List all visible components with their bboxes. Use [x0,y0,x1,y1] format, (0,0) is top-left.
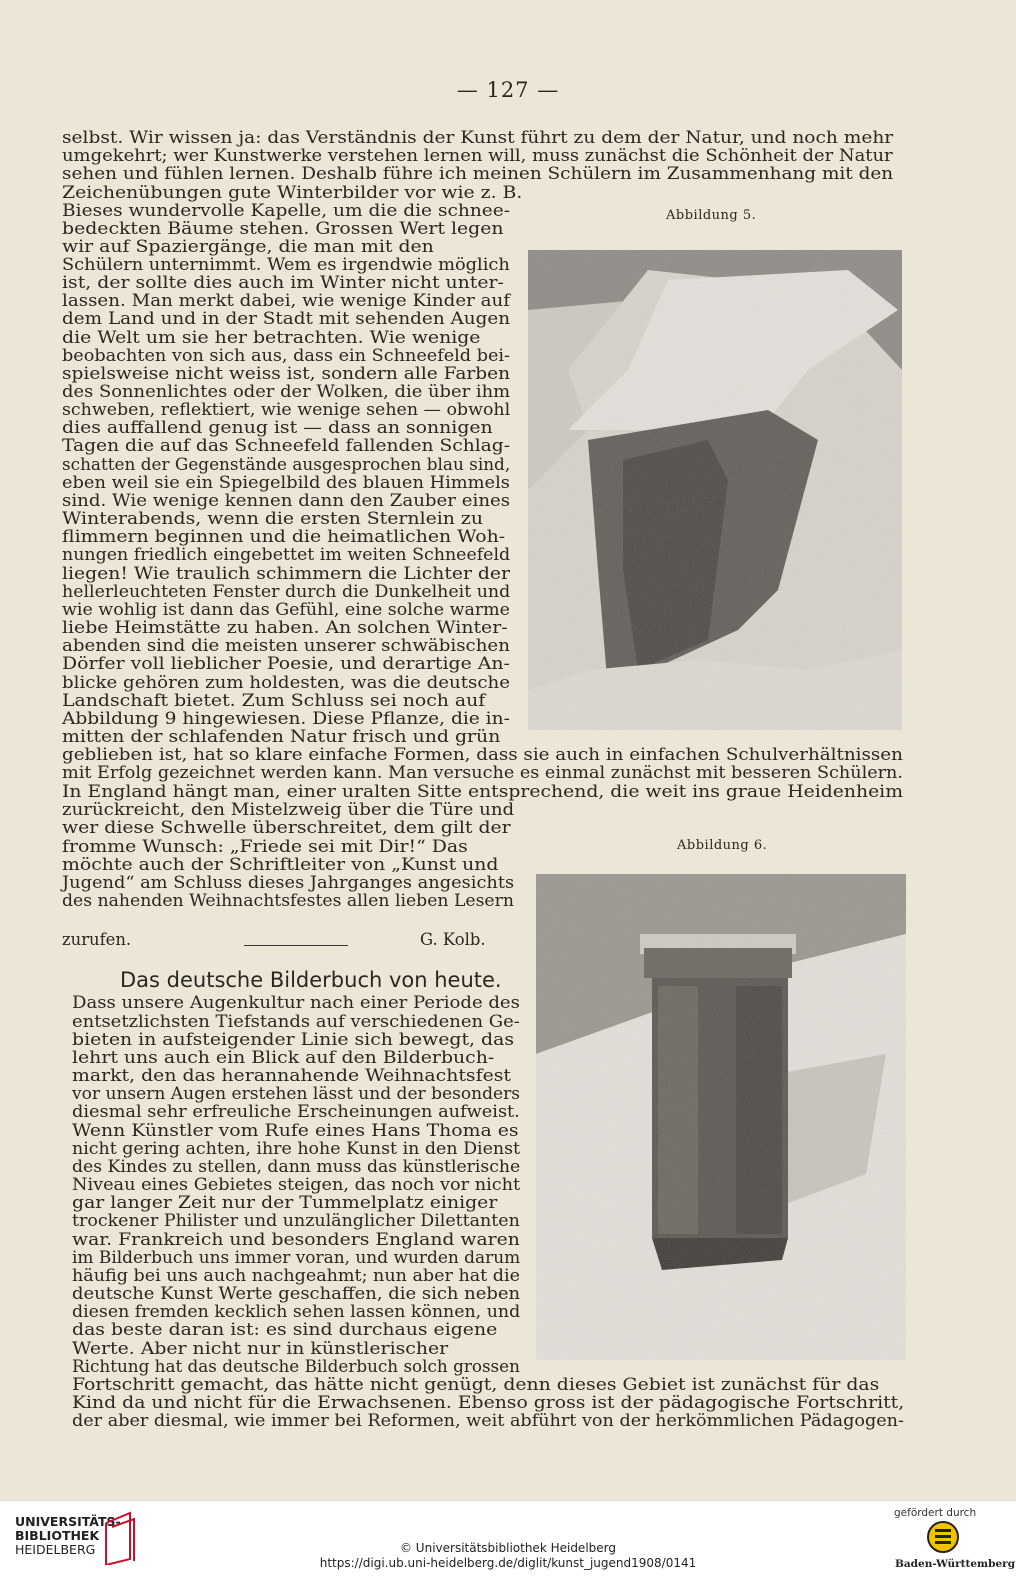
funder-name: Baden-Württemberg [895,1558,1016,1570]
text-line: ist, der sollte dies auch im Winter nicht unter- [62,273,504,292]
author-signature: G. Kolb. [420,930,486,949]
text-line: des Sonnenlichtes oder der Wolken, die über ihm [62,382,511,401]
section-heading: Das deutsche Bilderbuch von heute. [120,968,502,992]
text-line: diesmal sehr erfreuliche Erscheinungen aufweist. [72,1102,520,1121]
page-number: — 127 — [456,78,560,102]
figure-5-image [528,250,902,730]
text-line: In England hängt man, einer uralten Sitte entsprechend, die weit ins graue Heidenheim [62,782,904,801]
figure-6-image [536,874,906,1360]
text-line: Niveau eines Gebietes steigen, das noch vor nicht [72,1175,521,1194]
text-line: war. Frankreich und besonders England waren [72,1230,520,1249]
text-line: blicke gehören zum holdesten, was die deutsche [62,673,511,692]
text-line: des Kindes zu stellen, dann muss das künstlerische [72,1157,521,1176]
text-line: Wenn Künstler vom Rufe eines Hans Thoma es [72,1121,519,1140]
library-name-line: UNIVERSITÄTS- [15,1514,121,1529]
text-line: wie wohlig ist dann das Gefühl, eine solche warme [62,600,510,619]
text-line: Winterabends, wenn die ersten Sternlein zu [62,509,483,528]
text-line: selbst. Wir wissen ja: das Verständnis der Kunst führt zu dem der Natur, und noch mehr [62,128,894,147]
permalink-url[interactable]: https://digi.ub.uni-heidelberg.de/diglit/kunst_jugend1908/0141 [319,1556,697,1570]
text-line: Dörfer voll lieblicher Poesie, und derartige An- [62,654,510,673]
text-line: abenden sind die meisten unserer schwäbischen [62,636,510,655]
text-line: im Bilderbuch uns immer voran, und wurden darum [72,1248,521,1267]
text-line: hellerleuchteten Fenster durch die Dunkelheit und [62,582,511,601]
text-line: trockener Philister und unzulänglicher Dilettanten [72,1211,520,1230]
text-line: bedeckten Bäume stehen. Grossen Wert legen [62,219,504,238]
library-name-line: BIBLIOTHEK [15,1528,100,1543]
text-line: Bieses wundervolle Kapelle, um die die schnee- [62,201,511,220]
text-line: schweben, reflektiert, wie wenige sehen — obwohl [62,400,511,419]
text-line: Abbildung 9 hingewiesen. Diese Pflanze, die in- [62,709,510,728]
text-line: schatten der Gegenstände ausgesprochen blau sind, [62,455,511,474]
library-footer [0,1500,1016,1577]
text-line: zurufen. [62,930,132,949]
text-line: Fortschritt gemacht, das hätte nicht genügt, denn dieses Gebiet ist zunächst für das [72,1375,880,1394]
copyright-block [0,1541,1016,1571]
text-line: entsetzlichsten Tiefstands auf verschiedenen Ge- [72,1012,520,1031]
text-line: häufig bei uns auch nachgeahmt; nun aber hat die [72,1266,520,1285]
text-line: liegen! Wie traulich schimmern die Lichter der [62,564,510,583]
text-line: deutsche Kunst Werte geschaffen, die sich neben [72,1284,521,1303]
text-line: geblieben ist, hat so klare einfache Formen, dass sie auch in einfachen Schulverhältnissen [62,745,903,764]
text-line: Dass unsere Augenkultur nach einer Periode des [72,993,520,1012]
text-line: Werte. Aber nicht nur in künstlerischer [72,1339,449,1358]
snowy-dormer-illustration [528,250,902,730]
text-line: sind. Wie wenige kennen dann den Zauber eines [62,491,511,510]
text-line: die Welt um sie her betrachten. Wie wenige [62,328,481,347]
baden-wuerttemberg-seal-icon [920,1519,966,1555]
funded-by-label: gefördert durch [894,1507,977,1519]
text-line: nungen friedlich eingebettet im weiten Schneefeld [62,545,511,564]
text-line: vor unsern Augen erstehen lässt und der besonders [72,1084,520,1103]
library-name-line: HEIDELBERG [15,1542,96,1557]
text-line: sehen und fühlen lernen. Deshalb führe ich meinen Schülern im Zusammenhang mit den [62,164,894,183]
text-line: Landschaft bietet. Zum Schluss sei noch auf [62,691,486,710]
text-line: möchte auch der Schriftleiter von „Kunst und [62,855,499,874]
text-line: nicht gering achten, ihre hohe Kunst in den Dienst [72,1139,521,1158]
text-line: umgekehrt; wer Kunstwerke verstehen lernen will, muss zunächst die Schönheit der Natur [62,146,893,165]
text-line: mit Erfolg gezeichnet werden kann. Man versuche es einmal zunächst mit besseren Schülern. [62,763,903,782]
text-line: diesen fremden kecklich sehen lassen können, und [72,1302,521,1321]
text-line: Tagen die auf das Schneefeld fallenden Schlag- [62,436,511,455]
text-line: spielsweise nicht weiss ist, sondern alle Farben [62,364,511,383]
text-line: Zeichenübungen gute Winterbilder vor wie z. B. [62,183,523,202]
text-line: Kind da und nicht für die Erwachsenen. Ebenso gross ist der pädagogische Fortschritt, [72,1393,905,1412]
text-line: des nahenden Weihnachtsfestes allen lieben Lesern [62,891,514,910]
text-line: bieten in aufsteigender Linie sich bewegt, das [72,1030,515,1049]
text-line: gar langer Zeit nur der Tummelplatz einiger [72,1193,498,1212]
text-line: beobachten von sich aus, dass ein Schneefeld bei- [62,346,511,365]
text-line: flimmern beginnen und die heimatlichen Woh- [62,527,506,546]
text-line: liebe Heimstätte zu haben. An solchen Winter- [62,618,508,637]
text-line: markt, den das herannahende Weihnachtsfest [72,1066,511,1085]
text-line: Schülern unternimmt. Wem es irgendwie möglich [62,255,510,274]
figure-5-caption: Abbildung 5. [666,208,757,223]
chimney-in-snow-illustration [536,874,906,1360]
text-line: dies auffallend genug ist — dass an sonnigen [62,418,493,437]
figure-6-caption: Abbildung 6. [677,838,768,853]
text-line: Richtung hat das deutsche Bilderbuch solch grossen [72,1357,520,1376]
text-line: Jugend“ am Schluss dieses Jahrganges angesichts [62,873,515,892]
text-line: wir auf Spaziergänge, die man mit den [62,237,434,256]
text-line: lehrt uns auch ein Blick auf den Bilderbuch- [72,1048,495,1067]
text-line: wer diese Schwelle überschreitet, dem gilt der [62,818,511,837]
text-line: eben weil sie ein Spiegelbild des blauen Himmels [62,473,510,492]
text-line: der aber diesmal, wie immer bei Reformen, weit abführt von der herkömmlichen Pädagogen- [72,1411,904,1430]
text-line: das beste daran ist: es sind durchaus eigene [72,1320,498,1339]
text-line: mitten der schlafenden Natur frisch und grün [62,727,501,746]
text-line: zurückreicht, den Mistelzweig über die Türe und [62,800,515,819]
copyright-text: © Universitätsbibliothek Heidelberg [399,1541,616,1555]
text-line: dem Land und in der Stadt mit sehenden Augen [62,309,511,328]
text-line: lassen. Man merkt dabei, wie wenige Kinder auf [62,291,511,310]
closing-rule [244,945,348,946]
text-line: fromme Wunsch: „Friede sei mit Dir!“ Das [62,837,468,856]
